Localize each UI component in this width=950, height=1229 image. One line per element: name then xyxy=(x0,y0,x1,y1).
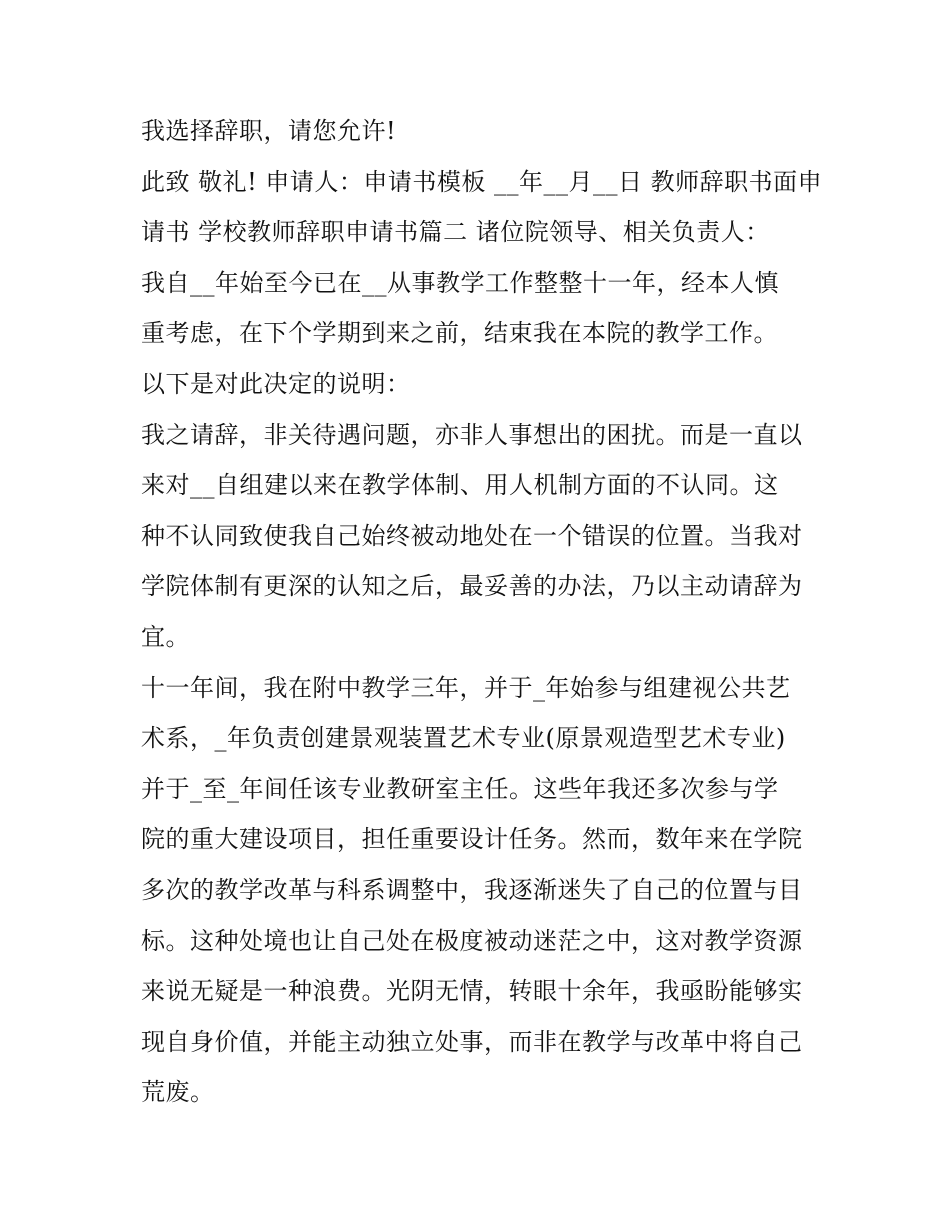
text-line: 来说无疑是一种浪费。光阴无情，转眼十余年，我亟盼能够实 xyxy=(141,977,803,1006)
text-line: 我选择辞职，请您允许! xyxy=(141,117,397,145)
text-line: 标。这种处境也让自己处在极度被动迷茫之中，这对教学资源 xyxy=(141,926,803,955)
text-line: 学院体制有更深的认知之后，最妥善的办法，乃以主动请辞为 xyxy=(141,572,803,601)
text-line: 现自身价值，并能主动独立处事，而非在教学与改革中将自己 xyxy=(141,1027,803,1056)
text-line: 宜。 xyxy=(141,622,190,651)
text-line: 我自__年始至今已在__从事教学工作整整十一年，经本人慎 xyxy=(141,268,779,297)
text-line: 请书 学校教师辞职申请书篇二 诸位院领导、相关负责人： xyxy=(141,218,770,247)
text-line: 并于_至_年间任该专业教研室主任。这些年我还多次参与学 xyxy=(141,774,779,803)
text-line: 我之请辞，非关待遇问题，亦非人事想出的困扰。而是一直以 xyxy=(141,420,803,449)
text-line: 多次的教学改革与科系调整中，我逐渐迷失了自己的位置与目 xyxy=(141,875,803,904)
text-line: 重考虑，在下个学期到来之前，结束我在本院的教学工作。 xyxy=(141,319,778,348)
text-line: 院的重大建设项目，担任重要设计任务。然而，数年来在学院 xyxy=(141,825,803,854)
text-line: 种不认同致使我自己始终被动地处在一个错误的位置。当我对 xyxy=(141,521,803,550)
letter-body xyxy=(141,106,821,1118)
text-line: 术系，_年负责创建景观装置艺术专业(原景观造型艺术专业) xyxy=(141,724,786,753)
text-line: 十一年间，我在附中教学三年，并于_年始参与组建视公共艺 xyxy=(141,673,791,702)
text-line: 来对__自组建以来在教学体制、用人机制方面的不认同。这 xyxy=(141,471,779,500)
text-line: 此致 敬礼! 申请人：申请书模板 __年__月__日 教师辞职书面申 xyxy=(141,167,823,196)
text-line: 以下是对此决定的说明： xyxy=(141,369,411,398)
text-line: 荒废。 xyxy=(141,1078,215,1107)
